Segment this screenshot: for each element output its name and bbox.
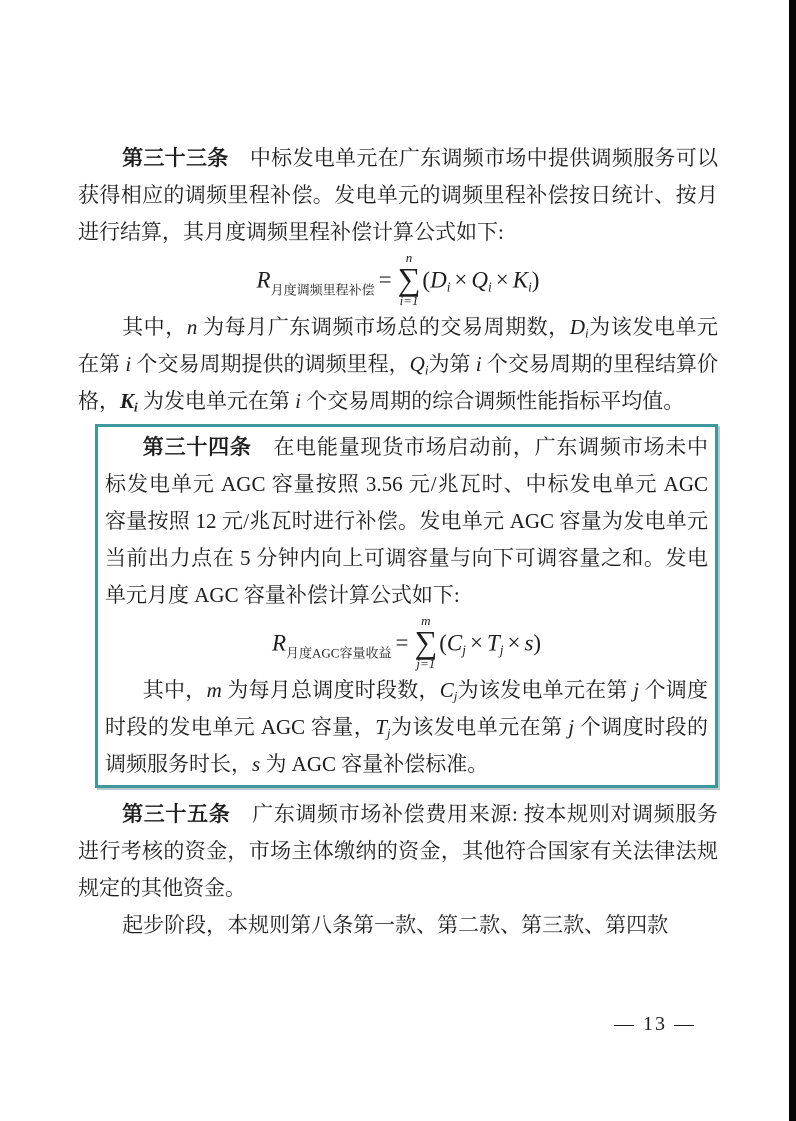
text-run: i [584,325,589,341]
text-run: j [633,678,640,702]
text-run: Q [471,267,489,293]
paragraph-article-34 [105,429,708,614]
text-run: = [395,630,409,656]
text-run: j [499,642,504,658]
paragraph-article-33 [78,140,718,251]
text-run: s [524,630,534,656]
text-run: s [252,752,261,776]
text-run: × [454,267,468,293]
text-run: 为每月总调度时段数， [221,678,440,702]
text-run: T [375,715,387,739]
text-run: 中标发电单元在广东调频市场中提供调频服务可以获得相应的调频里程补偿。发电单元的调频里程补偿按日统计、按月进行结算，其月度调频里程补偿计算公式如下: [78,146,719,244]
text-run: j [386,725,391,741]
text-run: i [446,279,451,295]
formula-monthly-agc-capacity-revenue [105,614,708,672]
paragraph-article-35 [78,796,718,907]
highlight-box-article-34 [95,424,718,788]
text-run: ) [533,630,542,656]
text-run: m [206,678,222,702]
text-run: 为 AGC 容量补偿标准。 [260,752,489,776]
text-run: C [446,630,463,656]
text-run: 月度调频里程补偿 [270,282,375,298]
paragraph-article-33-explanation [78,309,718,420]
text-run: × [495,267,509,293]
text-run: D [569,315,585,339]
text-run: 广东调频市场补偿费用来源: 按本规则对调频服务进行考核的资金，市场主体缴纳的资金，其他符合国家有关法律法规规定的其他资金。 [78,802,719,900]
text-run: ( [422,267,431,293]
text-run: 为每月广东调频市场总的交易周期数， [197,315,570,339]
text-run: K [512,267,529,293]
text-run: i [134,399,138,415]
text-run: 为该发电单元在第 [390,715,569,739]
text-run: j [462,642,466,658]
text-run: j [453,688,458,704]
text-run: i [295,389,301,413]
text-run: ) [531,267,540,293]
text-run: 个交易周期的里程结算价格， [78,352,719,413]
text-run: R [256,267,271,293]
text-run: K [120,389,135,413]
text-run: 月度AGC容量收益 [286,645,392,661]
text-run: 个交易周期提供的调频里程， [131,352,410,376]
text-run: Q [409,352,425,376]
text-run: 第三十三条 [122,146,229,170]
text-run: × [469,630,483,656]
text-run: i [528,279,532,295]
text-run: 为发电单元在第 [137,389,296,413]
text-run: 在电能量现货市场启动前，广东调频市场未中标发电单元 AGC 容量按照 3.56 元/兆瓦时、中标发电单元 AGC 容量按照 12 元/兆瓦时进行补偿。发电单元 AGC 容量为发电单元当前出力点在 5 分钟内向上可调容量与向下可调容量之和。发电单元月度 AGC 容量补偿计算公式如下: [105,435,709,607]
text-run: × [507,630,521,656]
text-run: 个调度时段的调频服务时长， [105,715,709,776]
text-run: 其中， [122,315,187,339]
scan-edge-artifact [789,0,796,1121]
text-run: 起步阶段，本规则第八条第一款、第二款、第三款、第四款 [122,913,669,937]
text-run: ( [439,630,447,656]
text-run: 个交易周期的综合调频性能指标平均值。 [300,389,685,413]
formula-monthly-mileage-compensation [78,251,718,309]
text-run: 为该发电单元在第 [78,315,719,376]
text-run: = [378,267,392,293]
text-run: i [424,362,429,378]
page-number: — 13 — [614,1013,696,1035]
text-run: i [488,279,492,295]
document-content [78,0,718,944]
text-run: T [486,630,500,656]
text-run: 第三十四条 [142,435,252,459]
paragraph-article-34-explanation [105,672,708,783]
text-run: 为第 [428,352,476,376]
text-run: 第三十五条 [122,802,231,826]
text-run: 其中， [142,678,207,702]
text-run: n [186,315,198,339]
text-run: C [439,678,454,702]
summation-symbol: n ∑ i=1 [397,250,421,309]
text-run: 个调度时段的发电单元 AGC 容量， [105,678,709,739]
paragraph-starting-phase [78,907,718,944]
text-run: j [568,715,575,739]
text-run: i [125,352,132,376]
text-run: i [475,352,482,376]
summation-symbol: m ∑ j=1 [414,613,438,672]
text-run: D [430,267,447,293]
text-run: 为该发电单元在第 [457,678,634,702]
text-run: R [271,630,286,656]
